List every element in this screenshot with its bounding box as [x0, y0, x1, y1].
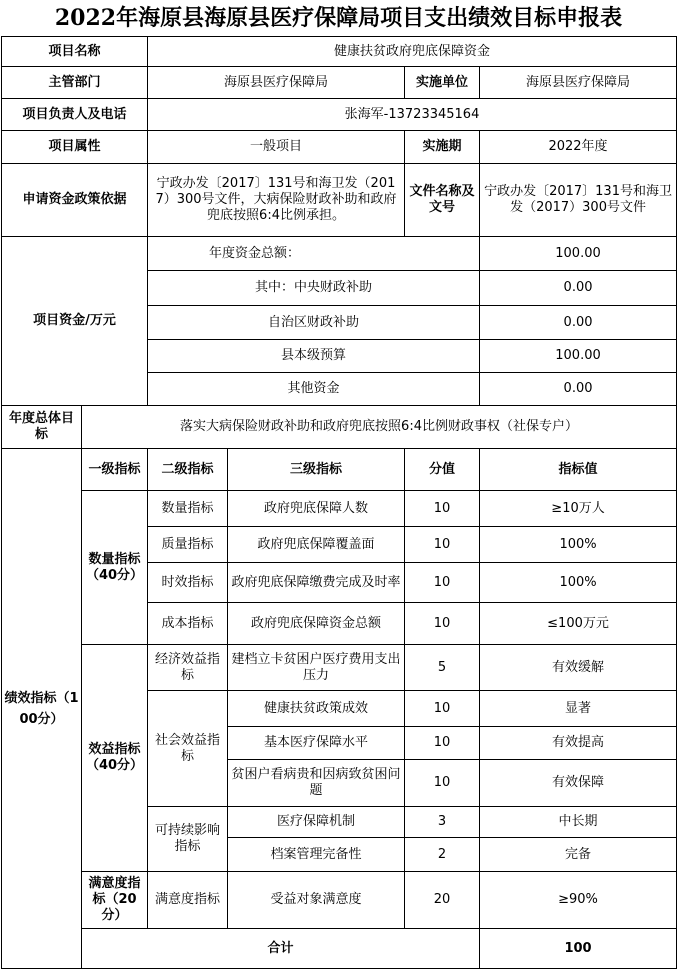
leader-value: 张海军-13723345164 — [148, 99, 677, 131]
level3-cell: 医疗保障机制 — [228, 807, 405, 838]
funds-item-name: 其中：中央财政补助 — [148, 271, 480, 306]
project-name-value: 健康扶贫政府兜底保障资金 — [148, 37, 677, 67]
funds-item-value: 0.00 — [480, 306, 677, 340]
period-value: 2022年度 — [480, 131, 677, 164]
level3-cell: 健康扶贫政策成效 — [228, 691, 405, 727]
level3-cell: 政府兜底保障人数 — [228, 491, 405, 527]
funds-item-name: 其他资金 — [148, 373, 480, 406]
level2-cell: 质量指标 — [148, 527, 228, 563]
level3-cell: 档案管理完备性 — [228, 838, 405, 872]
funds-row — [2, 237, 677, 271]
policy-value: 宁政办发〔2017〕131号和海卫发（2017）300号文件，大病保险财政补助和政府兜底按照6:4比例承担。 — [148, 164, 405, 237]
funds-item-value: 0.00 — [480, 271, 677, 306]
level2-cell: 满意度指标 — [148, 872, 228, 929]
score-cell: 10 — [405, 691, 480, 727]
value-cell: 有效缓解 — [480, 645, 677, 691]
level2-cell: 可持续影响指标 — [148, 807, 228, 872]
performance-table — [1, 36, 677, 969]
row-project-name — [2, 37, 677, 67]
funds-item-name: 县本级预算 — [148, 340, 480, 373]
funds-item-value: 0.00 — [480, 373, 677, 406]
perf-header-row — [2, 449, 677, 491]
attr-value: 一般项目 — [148, 131, 405, 164]
project-name-label: 项目名称 — [2, 37, 148, 67]
row-attribute — [2, 131, 677, 164]
score-cell: 10 — [405, 603, 480, 645]
value-cell: 有效保障 — [480, 760, 677, 807]
funds-label: 项目资金/万元 — [2, 237, 148, 406]
perf-row — [2, 491, 677, 527]
score-cell: 10 — [405, 527, 480, 563]
level3-cell: 政府兜底保障缴费完成及时率 — [228, 563, 405, 603]
level3-cell: 政府兜底保障覆盖面 — [228, 527, 405, 563]
impl-unit-value: 海原县医疗保障局 — [480, 67, 677, 99]
doc-value: 宁政办发〔2017〕131号和海卫发（2017）300号文件 — [480, 164, 677, 237]
row-department — [2, 67, 677, 99]
level3-cell: 受益对象满意度 — [228, 872, 405, 929]
value-cell: 显著 — [480, 691, 677, 727]
score-cell: 20 — [405, 872, 480, 929]
perf-row — [2, 645, 677, 691]
page-title: 2022年海原县海原县医疗保障局项目支出绩效目标申报表 — [54, 5, 623, 31]
funds-item-name: 自治区财政补助 — [148, 306, 480, 340]
doc-label: 文件名称及文号 — [405, 164, 480, 237]
level3-cell: 建档立卡贫困户医疗费用支出压力 — [228, 645, 405, 691]
impl-unit-label: 实施单位 — [405, 67, 480, 99]
dept-label: 主管部门 — [2, 67, 148, 99]
perf-label: 绩效指标（100分） — [2, 449, 82, 969]
level3-cell: 基本医疗保障水平 — [228, 727, 405, 760]
goal-label: 年度总体目标 — [2, 406, 82, 449]
row-leader — [2, 99, 677, 131]
score-cell: 10 — [405, 727, 480, 760]
level2-cell: 经济效益指标 — [148, 645, 228, 691]
level3-cell: 政府兜底保障资金总额 — [228, 603, 405, 645]
benefit-indicator-label: 效益指标（40分） — [82, 645, 148, 872]
funds-item-value: 100.00 — [480, 237, 677, 271]
score-cell: 10 — [405, 563, 480, 603]
level3-cell: 贫困户看病贵和因病致贫困问题 — [228, 760, 405, 807]
funds-item-name: 年度资金总额： — [148, 237, 480, 271]
goal-text: 落实大病保险财政补助和政府兜底按照6:4比例财政事权（社保专户） — [82, 406, 677, 449]
col-level2-header: 二级指标 — [148, 449, 228, 491]
col-value-header: 指标值 — [480, 449, 677, 491]
score-cell: 2 — [405, 838, 480, 872]
total-row — [2, 929, 677, 969]
score-cell: 5 — [405, 645, 480, 691]
total-label: 合计 — [82, 929, 480, 969]
col-score-header: 分值 — [405, 449, 480, 491]
level2-cell: 时效指标 — [148, 563, 228, 603]
col-level3-header: 三级指标 — [228, 449, 405, 491]
row-annual-goal — [2, 406, 677, 449]
value-cell: 100% — [480, 563, 677, 603]
leader-label: 项目负责人及电话 — [2, 99, 148, 131]
value-cell: 中长期 — [480, 807, 677, 838]
value-cell: 100% — [480, 527, 677, 563]
level2-cell: 数量指标 — [148, 491, 228, 527]
perf-row — [2, 872, 677, 929]
value-cell: 完备 — [480, 838, 677, 872]
value-cell: 有效提高 — [480, 727, 677, 760]
level2-cell: 成本指标 — [148, 603, 228, 645]
total-score: 100 — [480, 929, 677, 969]
col-level1-header: 一级指标 — [82, 449, 148, 491]
value-cell: ≥90% — [480, 872, 677, 929]
policy-label: 申请资金政策依据 — [2, 164, 148, 237]
funds-item-value: 100.00 — [480, 340, 677, 373]
period-label: 实施期 — [405, 131, 480, 164]
dept-value: 海原县医疗保障局 — [148, 67, 405, 99]
level2-cell: 社会效益指标 — [148, 691, 228, 807]
row-policy — [2, 164, 677, 237]
qty-indicator-label: 数量指标（40分） — [82, 491, 148, 645]
attr-label: 项目属性 — [2, 131, 148, 164]
value-cell: ≤100万元 — [480, 603, 677, 645]
value-cell: ≥10万人 — [480, 491, 677, 527]
score-cell: 10 — [405, 760, 480, 807]
score-cell: 3 — [405, 807, 480, 838]
satisfy-indicator-label: 满意度指标（20分） — [82, 872, 148, 929]
score-cell: 10 — [405, 491, 480, 527]
